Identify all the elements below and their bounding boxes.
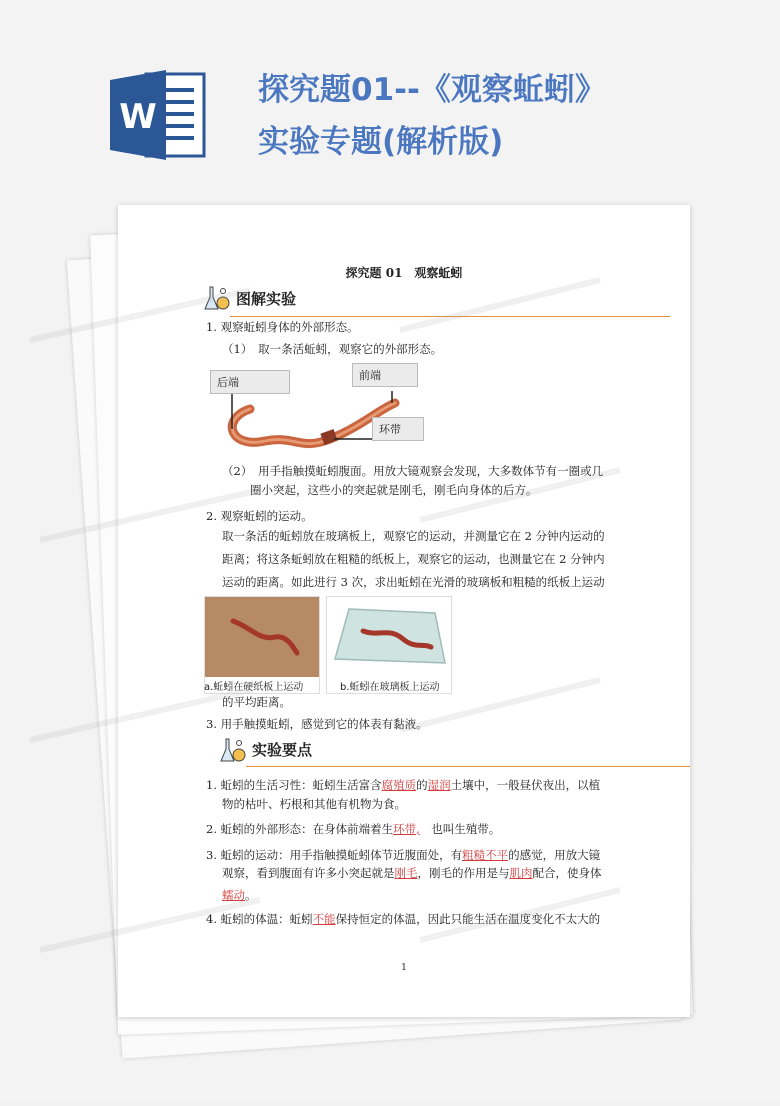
item-1: 1. 观察蚯蚓身体的外部形态。 [206,320,359,334]
key-point-3-line-3 [222,887,257,903]
answer-clitellum: 环带, [393,822,420,836]
key-point-1-line-2: 物的枯叶、朽根和其他有机物为食。 [222,797,406,811]
caption-cardboard: a.蚯蚓在硬纸板上运动 [204,682,304,693]
answer-setae: 刚毛 [394,866,418,880]
item-1-sub-1: （1） 取一条活蚯蚓，观察它的外部形态。 [222,342,443,356]
text: 的感觉，用放大镜 [508,848,601,862]
caption-glass: b.蚯蚓在玻璃板上运动 [340,682,440,693]
answer-cannot: 不能 [312,912,336,926]
item-2-paragraph-line-2: 距离；将这条蚯蚓放在粗糙的纸板上，观察它的运动，也测量它在 2 分钟内 [222,552,605,566]
doc-heading: 探究题 01 观察蚯蚓 [345,266,463,280]
text: 配合，使身体 [532,866,602,880]
item-2-paragraph-line-1: 取一条活的蚯蚓放在玻璃板上，观察它的运动，并测量它在 2 分钟内运动的 [222,529,605,543]
item-3: 3. 用手触摸蚯蚓，感觉到它的体表有黏液。 [206,717,428,731]
document-title [258,64,606,168]
item-2-paragraph-line-4: 的平均距离。 [222,695,291,709]
answer-humus: 腐殖质 [381,778,417,792]
text: 土壤中，一般昼伏夜出，以植 [450,778,601,792]
section-heading-illustrated: 图解实验 [236,290,297,308]
label-clitellum: 环带 [372,417,424,441]
text: 也叫生殖带。 [419,822,501,836]
key-point-4 [206,911,600,927]
text: 1. 蚯蚓的生活习性：蚯蚓生活富含 [206,778,382,792]
answer-peristalsis: 蠕动 [222,888,245,902]
title-line-2: 实验专题(解析版) [258,124,504,160]
section-divider [230,316,670,317]
word-document-icon [108,68,208,162]
section-heading-key-points: 实验要点 [252,741,313,759]
title-line-1: 探究题01--《观察蚯蚓》 [258,72,606,108]
answer-moist: 湿润 [427,778,451,792]
item-1-sub-2-line-1: （2） 用手指触摸蚯蚓腹面。用放大镜观察会发现，大多数体节有一圈或几 [222,464,604,478]
text: ，刚毛的作用是与 [417,866,510,880]
text: 。 [245,888,257,902]
text: 4. 蚯蚓的体温：蚯蚓 [206,912,313,926]
text: 2. 蚯蚓的外部形态：在身体前端着生 [206,822,394,836]
answer-rough: 粗糙不平 [462,848,509,862]
key-point-3-line-2 [222,865,602,881]
item-2: 2. 观察蚯蚓的运动。 [206,509,313,523]
flask-icon [202,283,232,313]
item-2-paragraph-line-3: 运动的距离。如此进行 3 次，求出蚯蚓在光滑的玻璃板和粗糙的纸板上运动 [222,575,605,589]
key-point-1-line-1 [206,777,600,793]
text: 的 [416,778,428,792]
key-point-2 [206,821,500,837]
document-page [118,205,690,1017]
worm-on-cardboard-image [205,597,319,677]
key-point-3-line-1 [206,847,600,863]
text: 保持恒定的体温，因此只能生活在温度变化不太大的 [335,912,601,926]
page-number: 1 [401,963,407,973]
text: 3. 蚯蚓的运动：用手指触摸蚯蚓体节近腹面处，有 [206,848,463,862]
item-1-sub-2-line-2: 圈小突起，这些小的突起就是刚毛，刚毛向身体的后方。 [250,483,538,497]
label-anterior-end: 前端 [352,363,418,387]
text: 观察，看到腹面有许多小突起就是 [222,866,395,880]
answer-muscle: 肌肉 [509,866,533,880]
section-divider-2 [246,766,690,767]
worm-on-glass-image [327,597,451,677]
label-posterior-end: 后端 [210,370,290,394]
flask-icon-2 [218,735,248,765]
svg-text:W: W [119,97,157,137]
